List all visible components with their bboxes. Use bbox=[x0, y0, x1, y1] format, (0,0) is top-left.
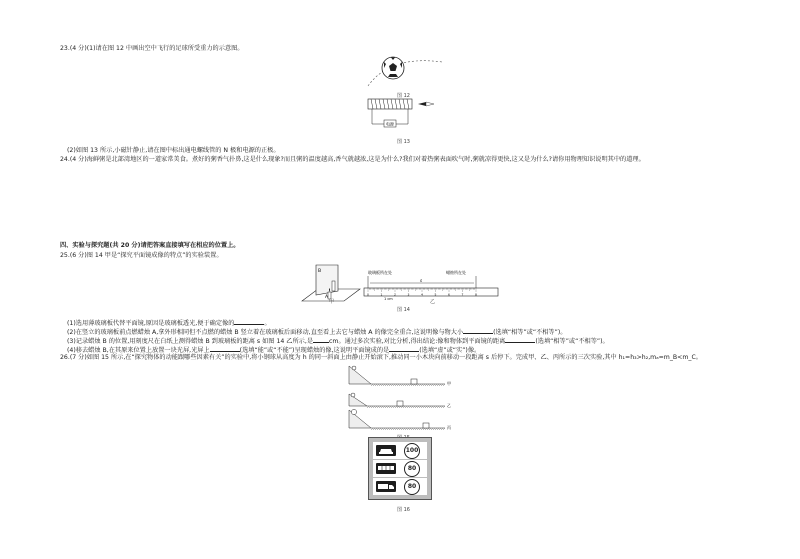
fig14-label-jia: 甲 bbox=[329, 299, 335, 305]
q25-line3-text-a: (3)记录蜡烛 B 的位置,用刻度尺在白纸上测得蜡烛 B 到玻璃板的距离 s 如图 14 乙所示,是 bbox=[67, 338, 314, 345]
solenoid-icon bbox=[368, 99, 412, 109]
compass-needle-icon bbox=[418, 102, 434, 106]
q24-text: 24.(4 分)海鲜粥是北部湾地区的一道家常美食。煮好的粥香气扑鼻,这是什么现象?而且粥的温度越高,香气就越浓,这是为什么?我们对着热粥表面吹气时,粥就凉得更快,这又是为什么?请你用物理知识说明其中的道理。 bbox=[60, 156, 645, 163]
ruler-tick-label: 0 bbox=[367, 292, 369, 297]
candle-b-icon bbox=[332, 281, 335, 291]
figure-12 bbox=[360, 50, 450, 90]
q25-line4-text-c: (选填“虚”或“实”)像。 bbox=[419, 347, 481, 354]
ruler-tick-label: 2 bbox=[394, 292, 396, 297]
speed-limit-car: 100 bbox=[404, 443, 420, 459]
section4-title: 四、实验与探究题(共 20 分)请把答案直接填写在相应的位置上。 bbox=[60, 242, 240, 249]
speed-limit-bus: 80 bbox=[404, 461, 420, 477]
ruler-tick-label: 6 bbox=[448, 292, 450, 297]
soccer-ball-icon bbox=[382, 57, 404, 79]
q25-line3-text-c: (选填“相等”或“不相等”)。 bbox=[535, 338, 609, 345]
glass-position-label: 玻璃板所在处 bbox=[368, 270, 392, 275]
q25-intro: 25.(6 分)图 14 甲是“探究平面镜成像的特点”的实验装置。 bbox=[60, 252, 223, 259]
q23-part2: (2)如图 13 所示,小磁针静止,请在图中标出通电螺线管的 N 极和电源的正极。 bbox=[67, 147, 280, 154]
fig14-label-b: B bbox=[318, 269, 322, 274]
answer-blank-4[interactable] bbox=[505, 336, 535, 343]
fig14-label-yi: 乙 bbox=[430, 299, 436, 305]
ruler-tick-label: 1 bbox=[380, 292, 383, 297]
fig15-label-yi: 乙 bbox=[447, 403, 451, 408]
q25-line1-text-b: 。 bbox=[264, 320, 271, 327]
ruler-tick-label: 3 bbox=[407, 292, 410, 297]
q25-line3-text-b: cm。通过多次实验,对比分析,得出结论:像和物体到平面镜的距离 bbox=[329, 338, 506, 345]
ruler-unit: 1 cm bbox=[384, 297, 393, 301]
answer-blank-5[interactable] bbox=[210, 345, 240, 352]
answer-blank-1[interactable] bbox=[234, 318, 264, 325]
speed-sign-car bbox=[373, 442, 427, 459]
ruler-tick-label: 7 bbox=[461, 292, 464, 297]
q23-part1: 23.(4 分)(1)请在图 12 中画出空中飞行的足球所受重力的示意图。 bbox=[60, 45, 244, 52]
q26-intro: 26.(7 分)如图 15 所示,在“探究物体的动能跟哪些因素有关”的实验中,将小钢球从高度为 h 的同一斜面上由静止开始滚下,推动同一小木块向前移动一段距离 s 后停下。完成甲、乙、丙所示的三次实验,其中 h₁=h₃>h₂,mₐ=m_B<m_C。 bbox=[60, 354, 702, 361]
speed-sign-bus bbox=[373, 460, 427, 477]
candle-position-label: 蜡烛所在处 bbox=[446, 270, 466, 275]
speed-sign-truck bbox=[373, 478, 427, 495]
answer-blank-3[interactable] bbox=[313, 336, 329, 343]
answer-blank-2[interactable] bbox=[463, 327, 493, 334]
figure-13 bbox=[360, 96, 440, 134]
ramp-setup-jia bbox=[349, 366, 445, 386]
ramp-setup-yi bbox=[349, 393, 445, 408]
ruler-tick-label: 4 bbox=[421, 292, 423, 297]
figure-14-yi bbox=[362, 266, 502, 302]
power-source-label: 电源 bbox=[386, 121, 394, 127]
fig15-label-jia: 甲 bbox=[447, 381, 451, 386]
q25-line4-text-a: (4)移去蜡烛 B,在其原来位置上放置一块光屏,光屏上 bbox=[67, 347, 210, 354]
bus-icon bbox=[376, 463, 396, 474]
car-icon bbox=[376, 445, 396, 456]
q25-line1-text-a: (1)选用薄玻璃板代替平面镜,原因是玻璃板透光,便于确定像的 bbox=[67, 320, 235, 327]
answer-blank-6[interactable] bbox=[389, 345, 419, 352]
ramp-setup-bing bbox=[349, 409, 445, 430]
truck-icon bbox=[376, 481, 396, 492]
figure-16 bbox=[368, 437, 432, 500]
q25-line2-text-a: (2)在竖立的玻璃板前点燃蜡烛 A,拿外形相同但不点燃的蜡烛 B 竖立着在玻璃板后面移动,直至看上去它与蜡烛 A 的像完全重合,这说明像与物大小 bbox=[67, 329, 464, 336]
fig14-label-a: A bbox=[325, 295, 329, 300]
distance-s-label: s bbox=[420, 278, 423, 283]
fig12-caption: 图 12 bbox=[397, 93, 410, 99]
fig15-label-bing: 丙 bbox=[447, 425, 451, 430]
figure-15 bbox=[345, 364, 465, 432]
fig16-caption: 图 16 bbox=[397, 507, 410, 513]
fig14-caption: 图 14 bbox=[397, 307, 410, 313]
q25-line2-text-b: (选填“相等”或“不相等”)。 bbox=[493, 329, 567, 336]
ball-trajectory bbox=[368, 61, 442, 86]
q25-line4-text-b: (选填“能”或“不能”)呈现蜡烛的像,这说明平面镜成的是 bbox=[239, 347, 390, 354]
ruler-tick-label: 8 bbox=[475, 292, 477, 297]
speed-limit-truck: 80 bbox=[404, 479, 420, 495]
ruler-tick-label: 5 bbox=[434, 292, 437, 297]
fig13-caption: 图 13 bbox=[397, 139, 410, 145]
